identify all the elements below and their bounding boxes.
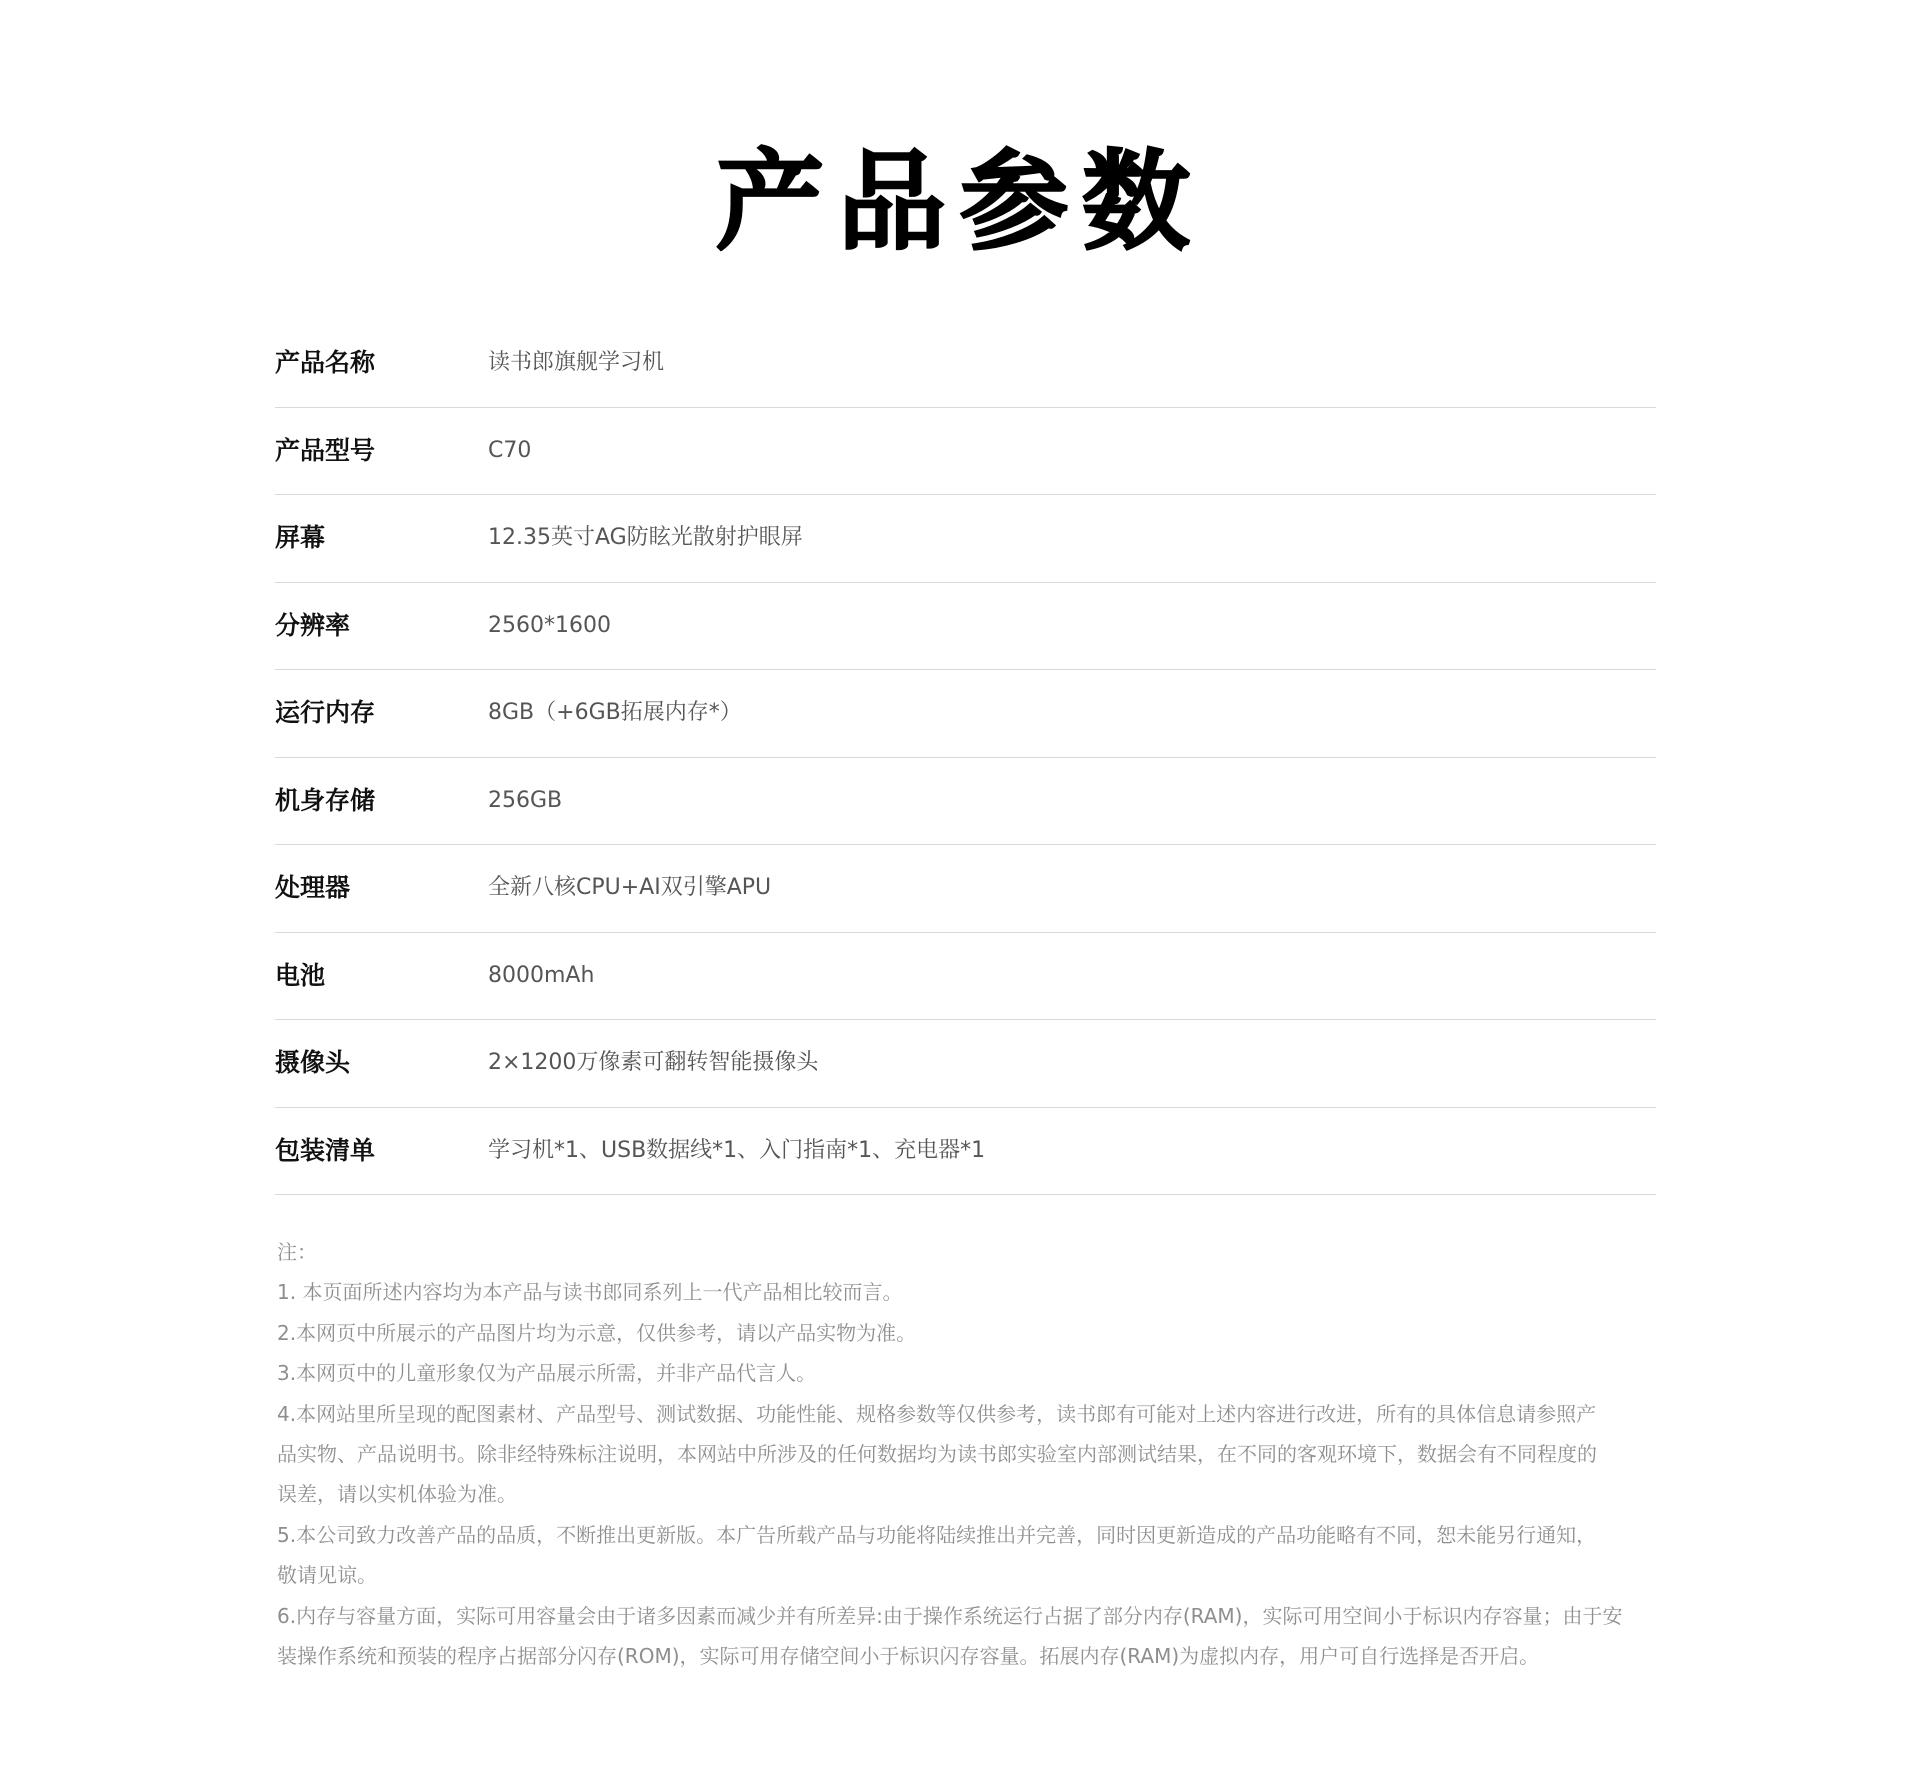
note-line: 5.本公司致力改善产品的品质，不断推出更新版。本广告所载产品与功能将陆续推出并完善，同时因更新造成的产品功能略有不同，恕未能另行通知， — [277, 1522, 1597, 1547]
spec-row-ram — [275, 670, 1656, 758]
spec-row-package — [275, 1108, 1656, 1196]
spec-row-camera — [275, 1020, 1656, 1108]
note-line: 6.内存与容量方面，实际可用容量会由于诸多因素而减少并有所差异:由于操作系统运行占据了部分内存(RAM)，实际可用空间小于标识内存容量；由于安 — [277, 1603, 1623, 1628]
note-line: 2.本网页中所展示的产品图片均为示意，仅供参考，请以产品实物为准。 — [277, 1320, 917, 1345]
spec-label: 电池 — [275, 960, 326, 990]
spec-label: 包装清单 — [275, 1135, 376, 1165]
note-line: 装操作系统和预装的程序占据部分闪存(ROM)，实际可用存储空间小于标识闪存容量。拓展内存(RAM)为虚拟内存，用户可自行选择是否开启。 — [277, 1644, 1540, 1669]
spec-label: 分辨率 — [275, 610, 351, 640]
spec-label: 产品名称 — [275, 348, 376, 377]
spec-row-processor — [275, 845, 1656, 933]
notes — [277, 1232, 1687, 1676]
note-line: 误差，请以实机体验为准。 — [277, 1482, 517, 1507]
spec-label: 屏幕 — [275, 523, 326, 552]
spec-value: 2560*1600 — [488, 612, 611, 638]
spec-value: 8GB（+6GB拓展内存*） — [488, 700, 742, 725]
spec-row-product-name — [275, 320, 1656, 408]
spec-row-model — [275, 408, 1656, 496]
spec-value: 12.35英寸AG防眩光散射护眼屏 — [488, 525, 803, 550]
spec-label: 机身存储 — [275, 785, 376, 815]
spec-table — [275, 320, 1656, 1195]
spec-value: C70 — [488, 437, 532, 463]
spec-label: 处理器 — [275, 873, 351, 902]
spec-label: 产品型号 — [275, 435, 376, 465]
spec-value: 8000mAh — [488, 962, 595, 988]
note-line: 敬请见谅。 — [277, 1563, 377, 1588]
spec-value: 学习机*1、USB数据线*1、入门指南*1、充电器*1 — [488, 1137, 986, 1163]
note-line: 1. 本页面所述内容均为本产品与读书郎同系列上一代产品相比较而言。 — [277, 1280, 903, 1305]
spec-row-screen — [275, 495, 1656, 583]
spec-value: 读书郎旗舰学习机 — [488, 350, 665, 375]
page-title: 产品参数 — [715, 140, 1204, 265]
spec-value: 全新八核CPU+AI双引擎APU — [488, 875, 772, 900]
spec-label: 运行内存 — [275, 698, 376, 727]
spec-row-resolution — [275, 583, 1656, 671]
note-line: 4.本网站里所呈现的配图素材、产品型号、测试数据、功能性能、规格参数等仅供参考，读书郎有可能对上述内容进行改进，所有的具体信息请参照产 — [277, 1401, 1597, 1426]
note-line: 3.本网页中的儿童形象仅为产品展示所需，并非产品代言人。 — [277, 1361, 817, 1386]
spec-label: 摄像头 — [275, 1048, 351, 1077]
spec-value: 2×1200万像素可翻转智能摄像头 — [488, 1050, 819, 1075]
spec-row-storage — [275, 758, 1656, 846]
spec-row-battery — [275, 933, 1656, 1021]
note-line: 品实物、产品说明书。除非经特殊标注说明，本网站中所涉及的任何数据均为读书郎实验室内部测试结果，在不同的客观环境下，数据会有不同程度的 — [277, 1442, 1597, 1467]
notes-heading: 注： — [277, 1240, 317, 1264]
spec-value: 256GB — [488, 787, 563, 813]
